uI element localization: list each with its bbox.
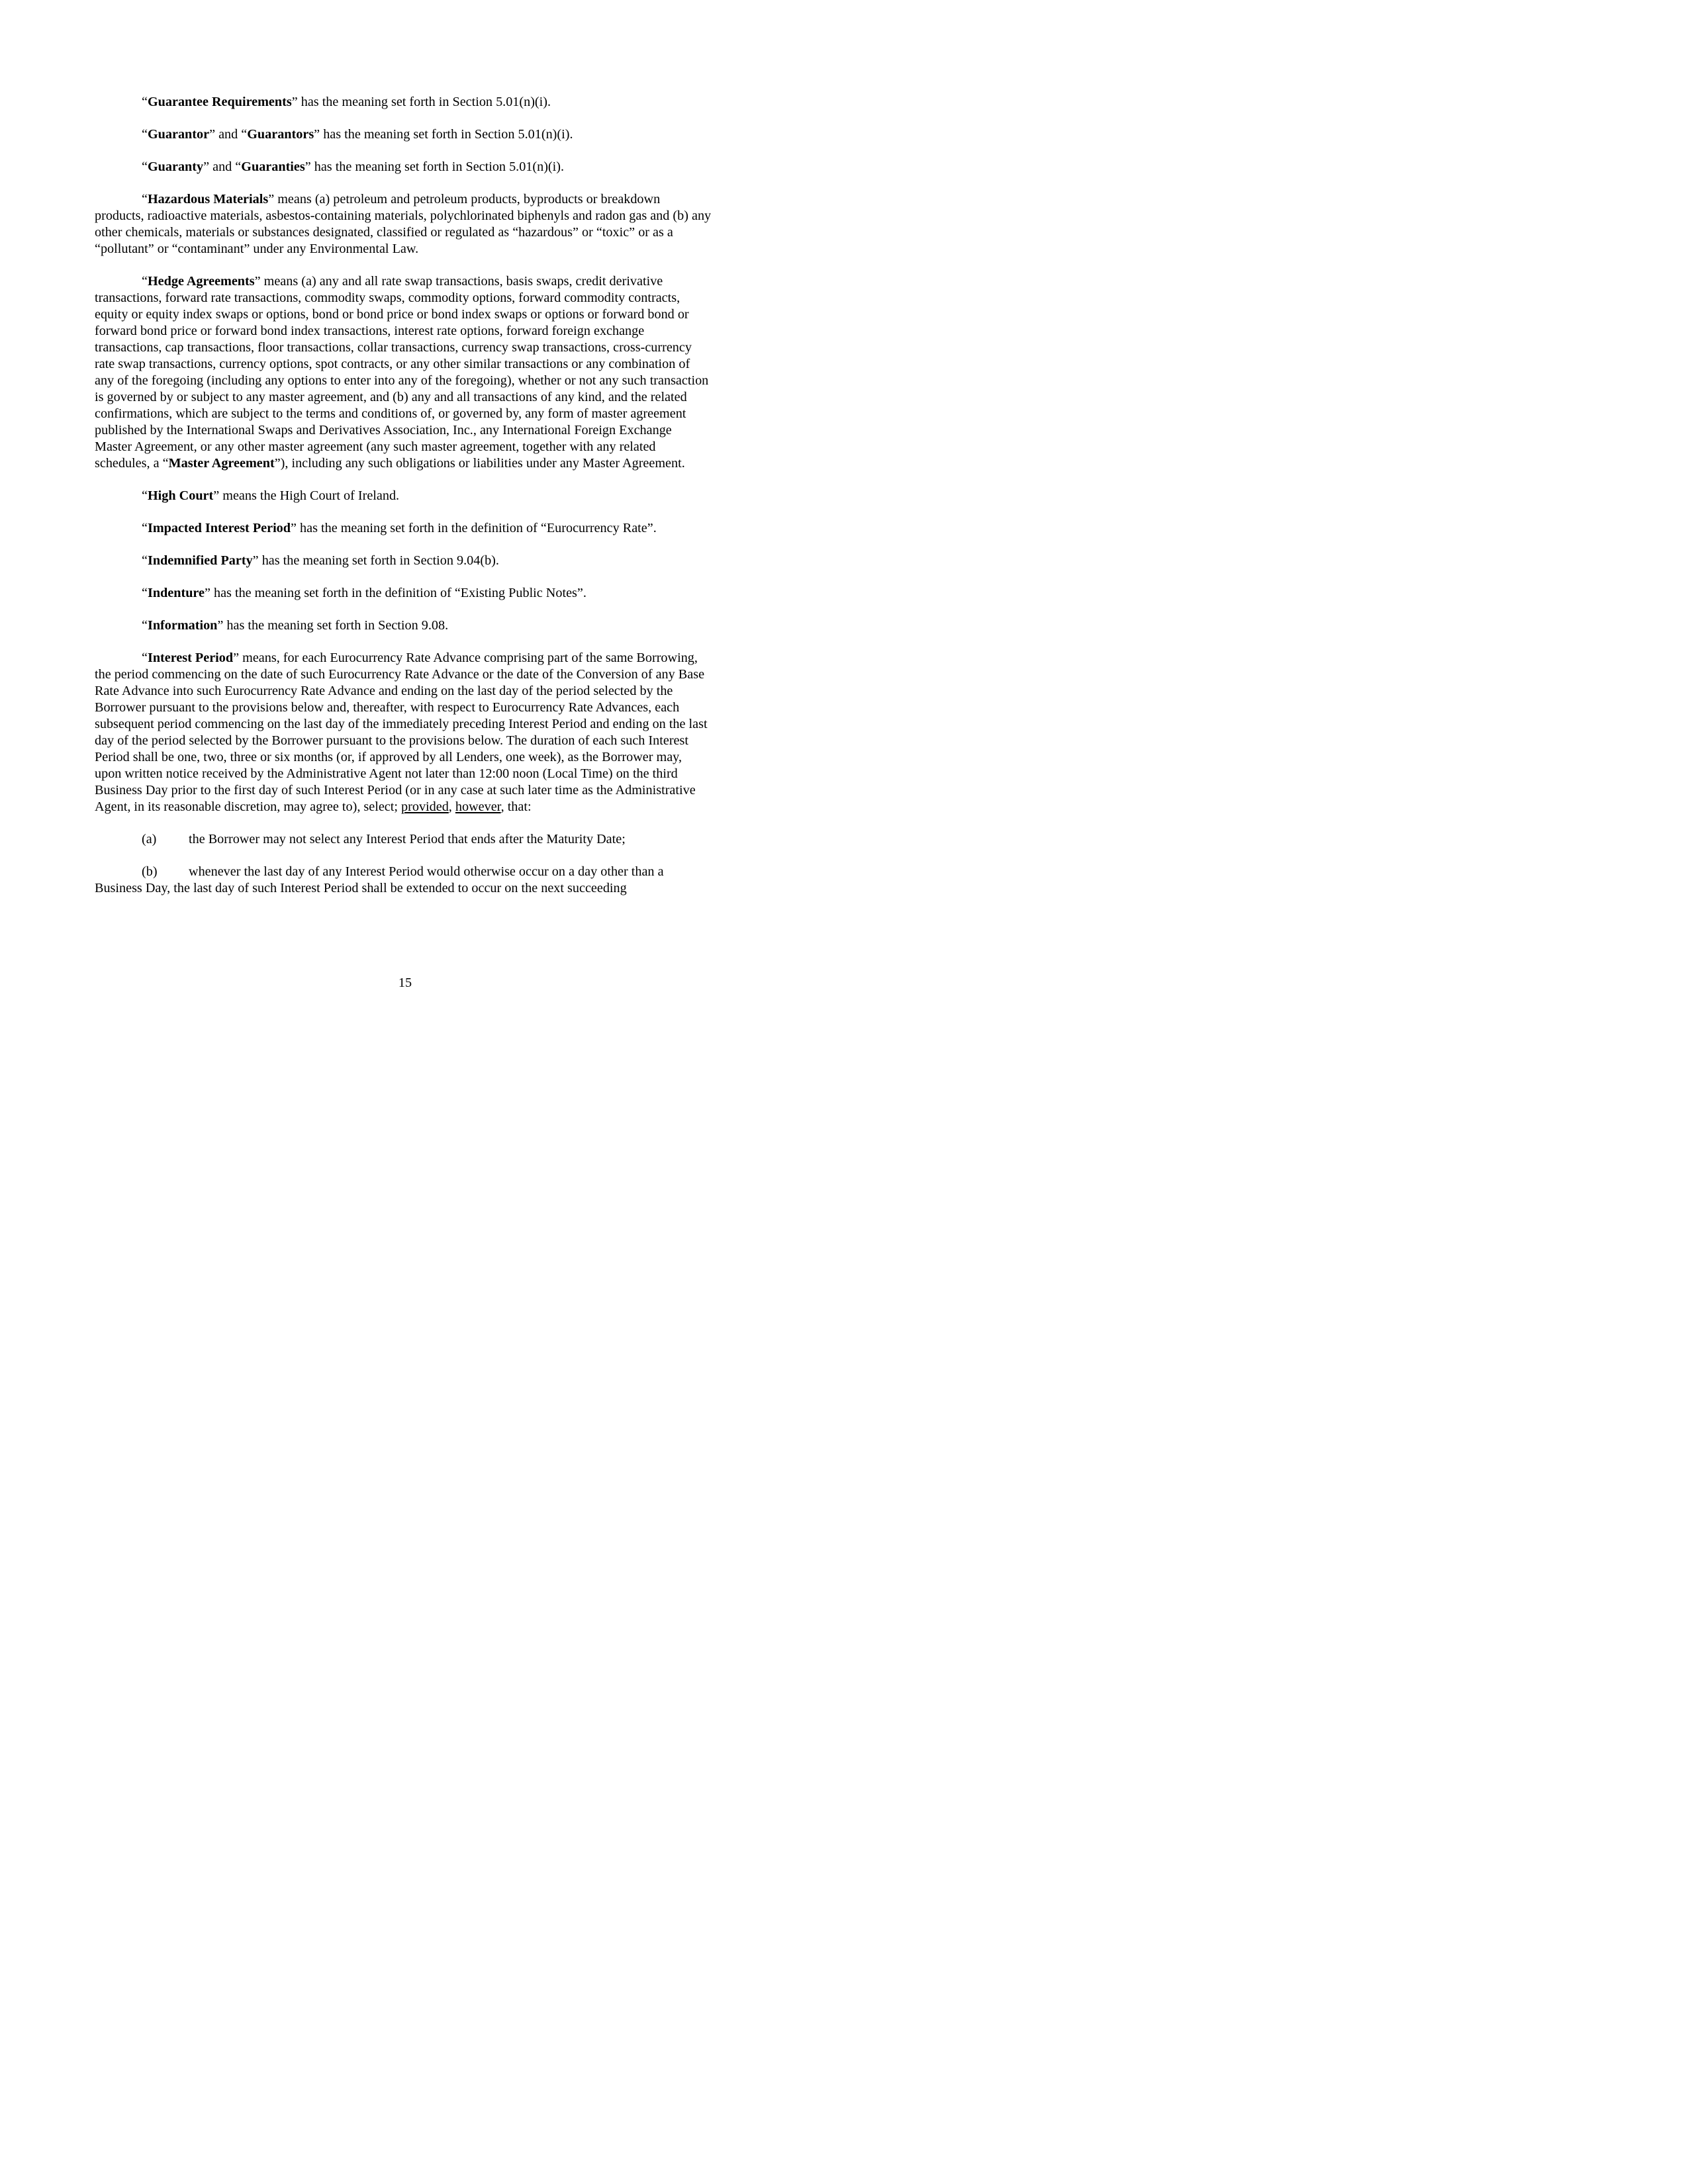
close-quote: ” <box>252 553 259 568</box>
open-quote: “ <box>142 586 148 600</box>
defined-term: Indenture <box>147 586 205 600</box>
close-quote: ” <box>268 192 275 206</box>
defined-term: Interest Period <box>147 651 234 665</box>
document-page <box>0 0 810 1048</box>
open-quote: “ <box>142 521 148 535</box>
definition-text: has the meaning set forth in Section 5.01(n)(i). <box>310 159 565 174</box>
connector-text: and “ <box>215 127 248 142</box>
defined-term-plural: Guaranties <box>241 159 305 174</box>
open-quote: “ <box>142 618 148 633</box>
definition-text: has the meaning set forth in the definition of “Existing Public Notes”. <box>210 586 586 600</box>
open-quote: “ <box>142 159 148 174</box>
definition-impacted-interest-period <box>95 520 712 537</box>
definition-hazardous-materials <box>95 191 712 257</box>
definition-indemnified-party <box>95 553 712 569</box>
close-quote: ” <box>203 159 210 174</box>
definition-text: has the meaning set forth in Section 9.08. <box>223 618 449 633</box>
item-label: (a) <box>142 832 157 846</box>
definition-text: means, for each Eurocurrency Rate Advance comprising part of the same Borrowing, the period commencing on the date of such Eurocurrency Rate Advance or the date of the Conversion of any Base Rate Advance into such Eurocurrency Rate Advance and ending on the last day of the period selected by the Borrower pursuant to the provisions below and, thereafter, with respect to Eurocurrency Rate Advances, each subsequent period commencing on the last day of the immediately preceding Interest Period and ending on the last day of the period selected by the Borrower pursuant to the provisions below. The duration of each such Interest Period shall be one, two, three or six months (or, if approved by all Lenders, one week), as the Borrower may, upon written notice received by the Administrative Agent not later than 12:00 noon (Local Time) on the third Business Day prior to the first day of such Interest Period (or in any case at such later time as the Administrative Agent, in its reasonable discretion, may agree to), select; <box>95 651 708 814</box>
defined-term: Guaranty <box>147 159 204 174</box>
defined-term: Hedge Agreements <box>147 274 255 289</box>
close-quote: ” <box>291 521 297 535</box>
definition-text: has the meaning set forth in Section 5.01(n)(i). <box>297 95 551 109</box>
page-number: 15 <box>398 976 412 990</box>
definition-text: means (a) any and all rate swap transactions, basis swaps, credit derivative transactions, forward rate transactions, commodity swaps, commodity options, forward commodity contracts, equity or equity index swaps or options, bond or bond price or bond index swaps or options or forward bond or forward bond price or forward bond index transactions, interest rate options, forward foreign exchange transactions, cap transactions, floor transactions, collar transactions, currency swap transactions, cross-currency rate swap transactions, currency options, spot contracts, or any other similar transactions or any combination of any of the foregoing (including any options to enter into any of the foregoing), whether or not any such transaction is governed by or subject to any master agreement, and (b) any and all transactions of any kind, and the related confirmations, which are subject to the terms and conditions of, or governed by, any form of master agreement published by the International Swaps and Derivatives Association, Inc., any International Foreign Exchange Master Agreement, or any other master agreement (any such master agreement, together with any related schedules, a “ <box>95 274 709 471</box>
definition-guarantor <box>95 126 712 143</box>
open-quote: “ <box>142 192 148 206</box>
defined-term-plural: Guarantors <box>247 127 314 142</box>
close-quote: ” <box>204 586 211 600</box>
definition-high-court <box>95 488 712 504</box>
defined-term: Indemnified Party <box>147 553 253 568</box>
close-quote: ” <box>213 488 220 503</box>
definition-interest-period <box>95 650 712 815</box>
close-quote: ” <box>209 127 216 142</box>
definitions-body <box>95 94 712 897</box>
close-quote: ” <box>305 159 311 174</box>
close-quote: ” <box>217 618 224 633</box>
definition-hedge-agreements <box>95 273 712 472</box>
definition-text: means the High Court of Ireland. <box>219 488 400 503</box>
open-quote: “ <box>142 488 148 503</box>
defined-term: Impacted Interest Period <box>147 521 291 535</box>
definition-text: means (a) petroleum and petroleum products, byproducts or breakdown products, radioactive materials, asbestos-containing materials, polychlorinated biphenyls and radon gas and (b) any other chemicals, materials or substances designated, classified or regulated as “hazardous” or “toxic” or as a “pollutant” or “contaminant” under any Environmental Law. <box>95 192 712 256</box>
close-quote: ” <box>254 274 261 289</box>
definition-information <box>95 617 712 634</box>
defined-term: High Court <box>147 488 214 503</box>
definition-guarantee-requirements <box>95 94 712 111</box>
close-quote: ” <box>233 651 240 665</box>
defined-term: Guarantor <box>147 127 210 142</box>
open-quote: “ <box>142 274 148 289</box>
definition-tail: , that: <box>500 799 532 814</box>
open-quote: “ <box>142 651 148 665</box>
close-quote: ” <box>291 95 298 109</box>
inline-defined-term: Master Agreement <box>168 456 275 471</box>
open-quote: “ <box>142 553 148 568</box>
proviso-provided: provided <box>401 799 449 814</box>
definition-tail: ”), including any such obligations or liabilities under any Master Agreement. <box>274 456 685 471</box>
open-quote: “ <box>142 95 148 109</box>
item-text: the Borrower may not select any Interest Period that ends after the Maturity Date; <box>189 832 626 846</box>
item-label: (b) <box>142 864 158 879</box>
list-item-a <box>95 831 712 848</box>
proviso-however: however <box>455 799 501 814</box>
definition-indenture <box>95 585 712 602</box>
defined-term: Information <box>147 618 218 633</box>
definition-text: has the meaning set forth in Section 5.01(n)(i). <box>320 127 573 142</box>
proviso-separator: , <box>448 799 455 814</box>
defined-term: Hazardous Materials <box>147 192 269 206</box>
defined-term: Guarantee Requirements <box>147 95 292 109</box>
definition-guaranty <box>95 159 712 175</box>
close-quote: ” <box>314 127 320 142</box>
definition-text: has the meaning set forth in Section 9.04(b). <box>258 553 499 568</box>
open-quote: “ <box>142 127 148 142</box>
definition-text: has the meaning set forth in the definition of “Eurocurrency Rate”. <box>296 521 657 535</box>
list-item-b <box>95 864 712 897</box>
item-text: whenever the last day of any Interest Period would otherwise occur on a day other than a Business Day, the last day of such Interest Period shall be extended to occur on the next succeeding <box>95 864 664 895</box>
connector-text: and “ <box>209 159 242 174</box>
